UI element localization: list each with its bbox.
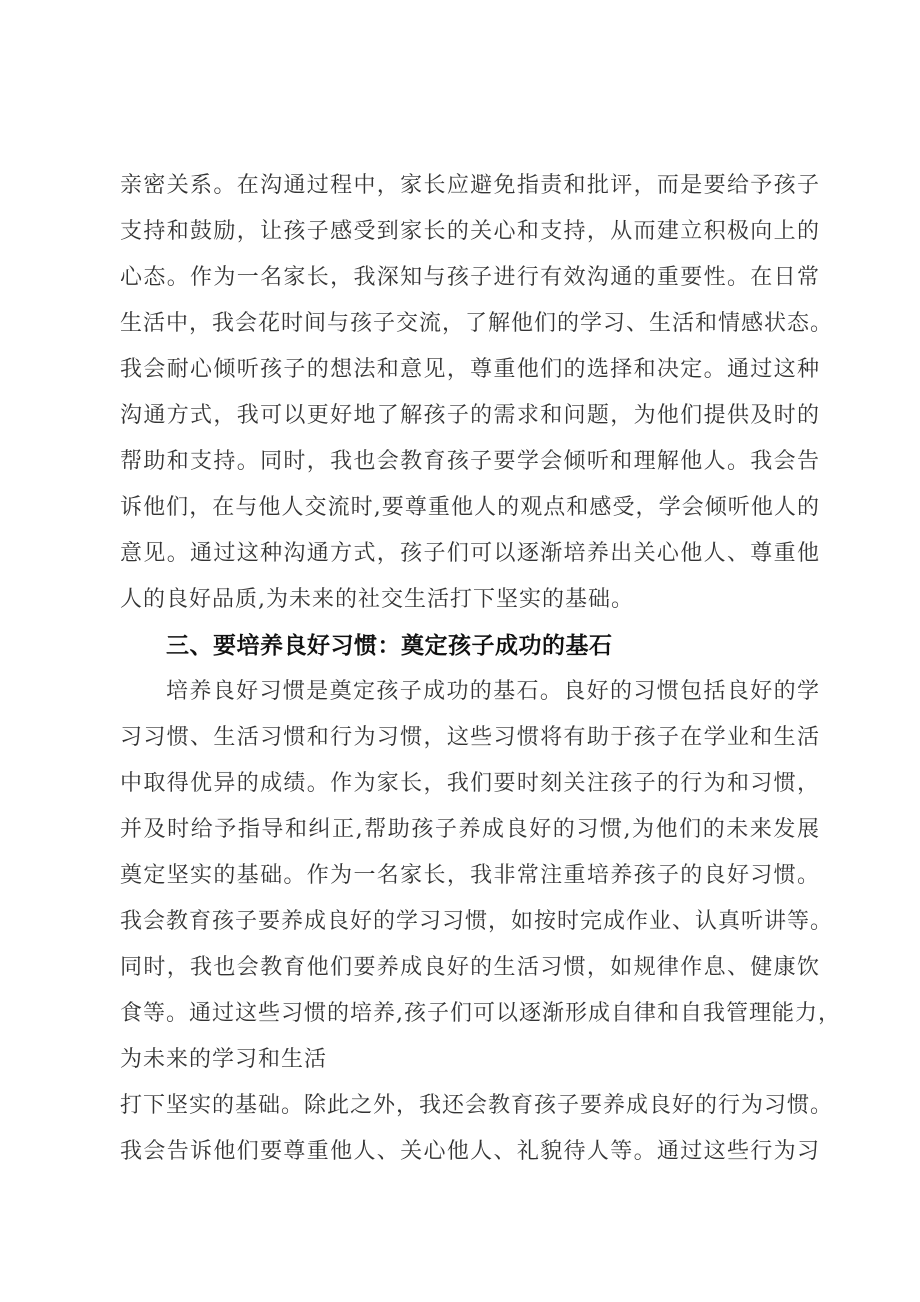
paragraph-2-line-4: 并及时给予指导和纠正,帮助孩子养成良好的习惯,为他们的未来发展 bbox=[120, 817, 820, 842]
paragraph-2-line-8: 食等。通过这些习惯的培养,孩子们可以逐渐形成自律和自我管理能力， bbox=[120, 1001, 841, 1026]
paragraph-1-line-1: 亲密关系。在沟通过程中，家长应避免指责和批评，而是要给予孩子 bbox=[120, 173, 820, 198]
paragraph-2-line-5: 奠定坚实的基础。作为一名家长，我非常注重培养孩子的良好习惯。 bbox=[120, 863, 820, 888]
paragraph-2-line-7: 同时，我也会教育他们要养成良好的生活习惯，如规律作息、健康饮 bbox=[120, 955, 820, 980]
section-heading: 三、要培养良好习惯：奠定孩子成功的基石 bbox=[166, 633, 613, 659]
paragraph-1-line-10: 人的良好品质,为未来的社交生活打下坚实的基础。 bbox=[120, 587, 634, 612]
paragraph-2-line-3: 中取得优异的成绩。作为家长，我们要时刻关注孩子的行为和习惯， bbox=[120, 771, 820, 796]
paragraph-1-line-7: 帮助和支持。同时，我也会教育孩子要学会倾听和理解他人。我会告 bbox=[120, 449, 820, 474]
paragraph-2-line-6: 我会教育孩子要养成良好的学习习惯，如按时完成作业、认真听讲等。 bbox=[120, 909, 834, 934]
paragraph-1-line-5: 我会耐心倾听孩子的想法和意见，尊重他们的选择和决定。通过这种 bbox=[120, 357, 820, 382]
paragraph-1-line-6: 沟通方式，我可以更好地了解孩子的需求和问题，为他们提供及时的 bbox=[120, 403, 820, 428]
paragraph-3-line-2: 我会告诉他们要尊重他人、关心他人、礼貌待人等。通过这些行为习 bbox=[120, 1139, 820, 1164]
paragraph-1-line-4: 生活中，我会花时间与孩子交流，了解他们的学习、生活和情感状态。 bbox=[120, 311, 834, 336]
paragraph-2-line-1: 培养良好习惯是奠定孩子成功的基石。良好的习惯包括良好的学 bbox=[166, 679, 820, 704]
paragraph-1-line-3: 心态。作为一名家长，我深知与孩子进行有效沟通的重要性。在日常 bbox=[120, 265, 820, 290]
paragraph-1-line-8: 诉他们，在与他人交流时,要尊重他人的观点和感受，学会倾听他人的 bbox=[120, 495, 820, 520]
paragraph-1-line-2: 支持和鼓励，让孩子感受到家长的关心和支持，从而建立积极向上的 bbox=[120, 219, 820, 244]
paragraph-2-line-9: 为未来的学习和生活 bbox=[120, 1047, 328, 1072]
paragraph-2-line-2: 习习惯、生活习惯和行为习惯，这些习惯将有助于孩子在学业和生活 bbox=[120, 725, 820, 750]
paragraph-3-line-1: 打下坚实的基础。除此之外，我还会教育孩子要养成良好的行为习惯。 bbox=[120, 1093, 834, 1118]
paragraph-1-line-9: 意见。通过这种沟通方式，孩子们可以逐渐培养出关心他人、尊重他 bbox=[120, 541, 820, 566]
